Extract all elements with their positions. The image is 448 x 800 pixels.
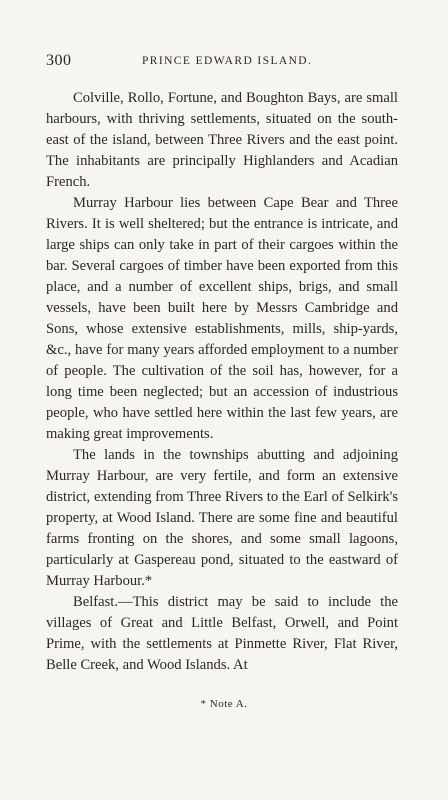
running-head: PRINCE EDWARD ISLAND. (142, 55, 313, 67)
paragraph-bays: Colville, Rollo, Fortune, and Boughton Bays, are small harbours, with thriving settlements, situated on the south-east of the island, between Three Rivers and the east point. The inhabitants are principally Highlanders and Acadian French. (46, 90, 398, 190)
page-header (46, 52, 396, 72)
paragraph-townships: The lands in the townships abutting and adjoining Murray Harbour, are very fertile, and form an extensive district, extending from Three Rivers to the Earl of Selkirk's property, at Wood Island. There are some fine and beautiful farms fronting on the shores, and some small lagoons, particularly at Gaspereau pond, situated to the eastward of Murray Harbour.* (46, 447, 398, 589)
page-number: 300 (46, 52, 72, 69)
paragraph-belfast: Belfast.—This district may be said to include the villages of Great and Little Belfast, Orwell, and Point Prime, with the settlements at Pinmette River, Flat River, Belle Creek, and Wood Islands. At (46, 594, 398, 673)
body-text (46, 88, 398, 676)
paragraph-murray-harbour: Murray Harbour lies between Cape Bear and Three Rivers. It is well sheltered; but the entrance is intricate, and large ships can only take in part of their cargoes within the bar. Several cargoes of timber have been exported from this place, and a number of excellent ships, brigs, and small vessels, have been built here by Messrs Cambridge and Sons, whose extensive establishments, mills, ship-yards, &c., have for many years afforded employment to a number of people. The cultivation of the soil has, however, for a long time been neglected; but an accession of industrious people, who have settled here within the last few years, are making great improvements. (46, 195, 398, 442)
footnote: * Note A. (200, 698, 248, 710)
